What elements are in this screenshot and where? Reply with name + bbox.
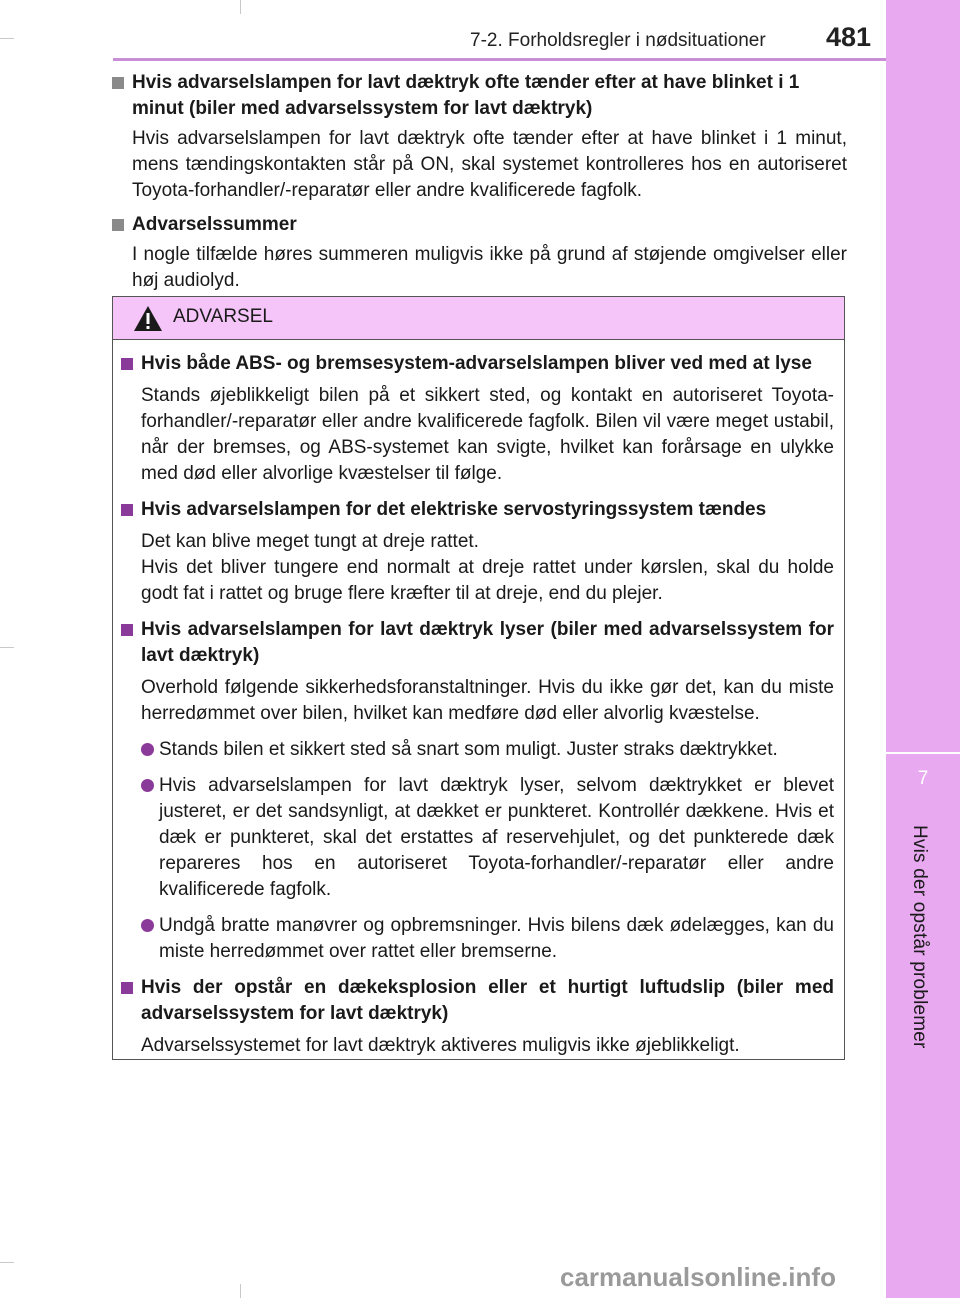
warning-item-body: Stands øjeblikkeligt bilen på et sikkert sted, og kontakt en autoriseret Toyota-forhandler/-reparatør eller andre kvalificerede fagfolk. Bilen vil være meget ustabil, når der bremses, og ABS-systemet kan svigte, hvilket kan forårsage en ulykke med død eller alvorlige kvæstelser til følge.: [141, 385, 834, 484]
section-body: I nogle tilfælde høres summeren muligvis ikke på grund af støjende omgivelser eller høj audiolyd.: [132, 244, 847, 291]
warning-triangle-icon: [133, 305, 163, 332]
watermark[interactable]: carmanualsonline.info: [560, 1262, 836, 1292]
section-heading-text: Advarselssummer: [132, 214, 297, 235]
square-bullet-icon: [121, 358, 133, 370]
warning-item-body-line: Det kan blive meget tungt at dreje rattet.: [141, 531, 479, 552]
section-heading: [112, 212, 847, 238]
page-number: 481: [826, 22, 872, 52]
list-item: [121, 913, 834, 965]
warning-item-heading-text: Hvis advarselslampen for det elektriske servostyringssystem tændes: [141, 499, 767, 520]
crop-mark: [240, 0, 241, 14]
section-heading: [112, 70, 847, 122]
list-item-text: Stands bilen et sikkert sted så snart som muligt. Juster straks dæktrykket.: [159, 739, 778, 760]
square-bullet-icon: [112, 77, 124, 89]
warning-item-heading: [121, 497, 834, 523]
warning-body: [113, 351, 844, 1069]
warning-item-body: [141, 529, 834, 607]
list-item: [121, 773, 834, 903]
chapter-title: Hvis der opstår problemer: [909, 825, 930, 1049]
warning-box: [112, 296, 845, 1060]
circle-bullet-icon: [141, 743, 154, 756]
warning-item-heading: [121, 975, 834, 1027]
warning-item-heading: [121, 351, 834, 377]
crop-mark: [240, 1284, 241, 1298]
section-body: Hvis advarselslampen for lavt dæktryk ofte tænder efter at have blinket i 1 minut, mens tændingskontakten står på ON, skal systemet kontrolleres hos en autoriseret Toyota-forhandler/-reparatør eller andre kvalificerede fagfolk.: [132, 128, 847, 201]
list-item-text: Undgå bratte manøvrer og opbremsninger. Hvis bilens dæk ødelægges, kan du miste herredømmet over rattet eller bremserne.: [159, 915, 834, 962]
header-rule: [113, 58, 886, 61]
warning-item-heading-text: Hvis der opstår en dækeksplosion eller et hurtigt luftudslip (biler med advarselssystem for lavt dæktryk): [141, 977, 834, 1024]
warning-item-heading-text: Hvis både ABS- og bremsesystem-advarselslampen bliver ved med at lyse: [141, 353, 812, 374]
warning-item-heading-text: Hvis advarselslampen for lavt dæktryk lyser (biler med advarselssystem for lavt dæktryk): [141, 619, 834, 666]
circle-bullet-icon: [141, 919, 154, 932]
warning-item-body: Advarselssystemet for lavt dæktryk aktiveres muligvis ikke øjeblikkeligt.: [141, 1035, 740, 1056]
running-header: 7-2. Forholdsregler i nødsituationer: [470, 30, 766, 51]
square-bullet-icon: [121, 624, 133, 636]
main-content: [112, 70, 847, 302]
warning-title: ADVARSEL: [173, 306, 273, 327]
list-item: [121, 737, 834, 763]
crop-mark: [0, 38, 14, 39]
crop-mark: [0, 1262, 14, 1263]
square-bullet-icon: [121, 982, 133, 994]
warning-header: [113, 297, 844, 340]
square-bullet-icon: [121, 504, 133, 516]
chapter-number: 7: [917, 768, 929, 789]
circle-bullet-icon: [141, 779, 154, 792]
square-bullet-icon: [112, 219, 124, 231]
list-item-text: Hvis advarselslampen for lavt dæktryk lyser, selvom dæktrykket er blevet justeret, er det sandsynligt, at dækket er punkteret. Kontrollér dækkene. Hvis et dæk er punkteret, skal det erstattes af reservehjulet, og det punkterede dæk repareres hos en autoriseret Toyota-forhandler/-reparatør eller andre kvalificerede fagfolk.: [159, 775, 834, 900]
section-heading-text: Hvis advarselslampen for lavt dæktryk ofte tænder efter at have blinket i 1 minut (biler med advarselssystem for lavt dæktryk): [132, 72, 800, 119]
warning-item-heading: [121, 617, 834, 669]
crop-mark: [0, 647, 14, 648]
warning-item-body: Overhold følgende sikkerhedsforanstaltninger. Hvis du ikke gør det, kan du miste herredømmet over bilen, hvilket kan medføre død eller alvorlig kvæstelse.: [141, 677, 834, 724]
chapter-side-tab: [886, 0, 960, 1298]
warning-item-body-line: Hvis det bliver tungere end normalt at dreje rattet under kørslen, skal du holde godt fat i rattet og bruge flere kræfter til at dreje, end du plejer.: [141, 557, 834, 604]
